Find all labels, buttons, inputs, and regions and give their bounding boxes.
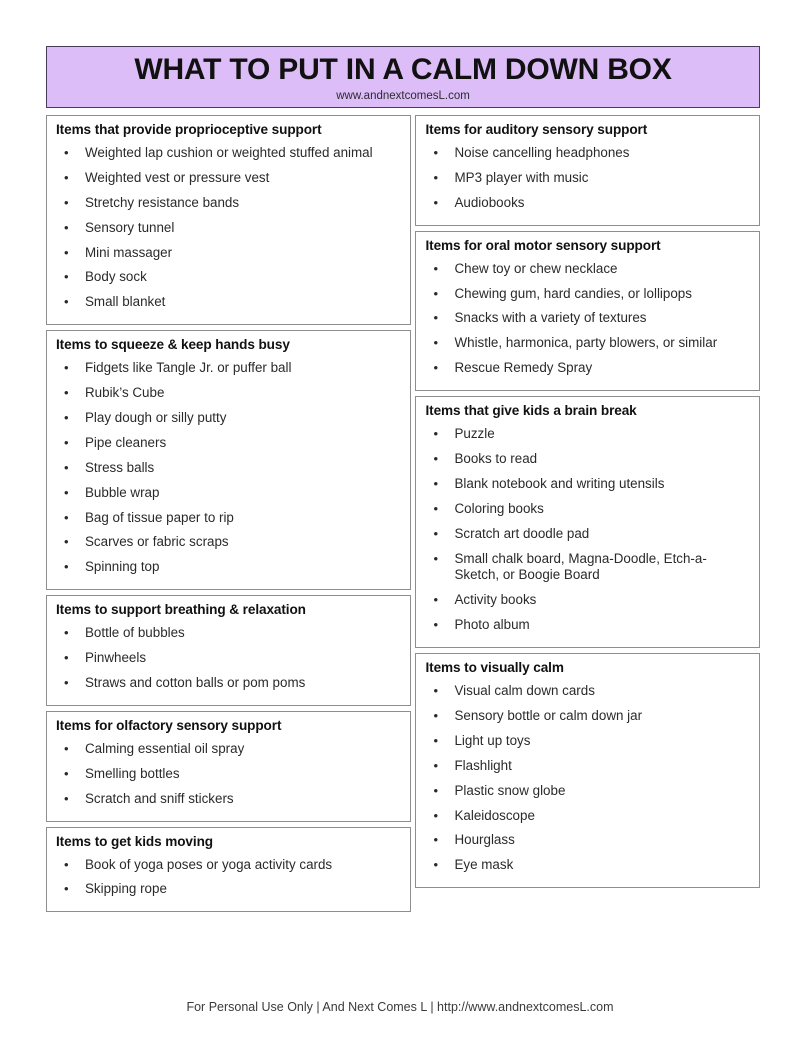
list-item: • Sensory tunnel: [55, 216, 402, 241]
section-item-list: [55, 853, 402, 903]
section-item-list: [55, 621, 402, 696]
section-title: Items to get kids moving: [56, 833, 213, 849]
list-item: • Visual calm down cards: [424, 679, 751, 704]
section-title: Items that give kids a brain break: [425, 403, 637, 419]
list-item: • Straws and cotton balls or pom poms: [55, 671, 402, 696]
list-item: • Blank notebook and writing utensils: [424, 472, 751, 497]
list-item: • Book of yoga poses or yoga activity cards: [55, 853, 402, 878]
section-title: Items to support breathing & relaxation: [56, 602, 306, 618]
list-item: • Pinwheels: [55, 646, 402, 671]
list-item: • Bottle of bubbles: [55, 621, 402, 646]
list-item: • Bubble wrap: [55, 481, 402, 506]
section-card: [46, 827, 411, 913]
list-item: • Mini massager: [55, 241, 402, 266]
section-item-list: [55, 737, 402, 812]
list-item: • MP3 player with music: [424, 166, 751, 191]
list-item: • Coloring books: [424, 497, 751, 522]
section-title: Items for olfactory sensory support: [56, 717, 282, 733]
content-columns: [46, 115, 760, 912]
page-subtitle-url: www.andnextcomesL.com: [336, 90, 470, 103]
section-item-list: [55, 356, 402, 580]
list-item: • Whistle, harmonica, party blowers, or similar: [424, 331, 751, 356]
list-item: • Calming essential oil spray: [55, 737, 402, 762]
section-card: [46, 330, 411, 590]
list-item: • Scratch art doodle pad: [424, 522, 751, 547]
list-item: • Light up toys: [424, 729, 751, 754]
list-item: • Scratch and sniff stickers: [55, 787, 402, 812]
section-card: [46, 115, 411, 325]
list-item: • Small blanket: [55, 290, 402, 315]
section-title: Items to squeeze & keep hands busy: [56, 337, 290, 353]
list-item: • Puzzle: [424, 422, 751, 447]
list-item: • Snacks with a variety of textures: [424, 306, 751, 331]
list-item: • Pipe cleaners: [55, 431, 402, 456]
section-item-list: [424, 141, 751, 216]
list-item: • Chew toy or chew necklace: [424, 257, 751, 282]
list-item: • Stress balls: [55, 456, 402, 481]
list-item: • Weighted lap cushion or weighted stuffed animal: [55, 141, 402, 166]
section-title: Items for auditory sensory support: [425, 122, 648, 137]
list-item: • Weighted vest or pressure vest: [55, 166, 402, 191]
list-item: • Eye mask: [424, 853, 751, 878]
list-item: • Plastic snow globe: [424, 779, 751, 804]
list-item: • Audiobooks: [424, 191, 751, 216]
list-item: • Spinning top: [55, 555, 402, 580]
section-item-list: [424, 422, 751, 638]
list-item: • Body sock: [55, 265, 402, 290]
page-title: WHAT TO PUT IN A CALM DOWN BOX: [134, 52, 672, 86]
list-item: • Rescue Remedy Spray: [424, 356, 751, 381]
right-column: [415, 115, 760, 888]
list-item: • Flashlight: [424, 754, 751, 779]
list-item: • Photo album: [424, 613, 751, 638]
section-item-list: [424, 679, 751, 878]
list-item: • Books to read: [424, 447, 751, 472]
header-banner: [46, 46, 760, 108]
section-item-list: [424, 257, 751, 381]
list-item: • Small chalk board, Magna-Doodle, Etch-a-Sketch, or Boogie Board: [424, 547, 751, 589]
list-item: • Activity books: [424, 588, 751, 613]
section-card: [46, 711, 411, 822]
section-title: Items for oral motor sensory support: [425, 237, 661, 253]
section-card: [46, 595, 411, 706]
footer-credit: For Personal Use Only | And Next Comes L | http://www.andnextcomesL.com: [186, 1000, 614, 1014]
list-item: • Stretchy resistance bands: [55, 191, 402, 216]
list-item: • Smelling bottles: [55, 762, 402, 787]
list-item: • Noise cancelling headphones: [424, 141, 751, 166]
section-title: Items that provide proprioceptive support: [56, 122, 322, 137]
list-item: • Rubik’s Cube: [55, 381, 402, 406]
list-item: • Kaleidoscope: [424, 804, 751, 829]
left-column: [46, 115, 411, 912]
section-card: [415, 231, 760, 391]
list-item: • Sensory bottle or calm down jar: [424, 704, 751, 729]
section-card: [415, 115, 760, 226]
list-item: • Play dough or silly putty: [55, 406, 402, 431]
list-item: • Fidgets like Tangle Jr. or puffer ball: [55, 356, 402, 381]
section-card: [415, 396, 760, 648]
list-item: • Chewing gum, hard candies, or lollipops: [424, 282, 751, 307]
list-item: • Skipping rope: [55, 877, 402, 902]
list-item: • Hourglass: [424, 828, 751, 853]
section-item-list: [55, 141, 402, 315]
list-item: • Scarves or fabric scraps: [55, 530, 402, 555]
section-title: Items to visually calm: [425, 660, 564, 676]
section-card: [415, 653, 760, 888]
list-item: • Bag of tissue paper to rip: [55, 506, 402, 531]
